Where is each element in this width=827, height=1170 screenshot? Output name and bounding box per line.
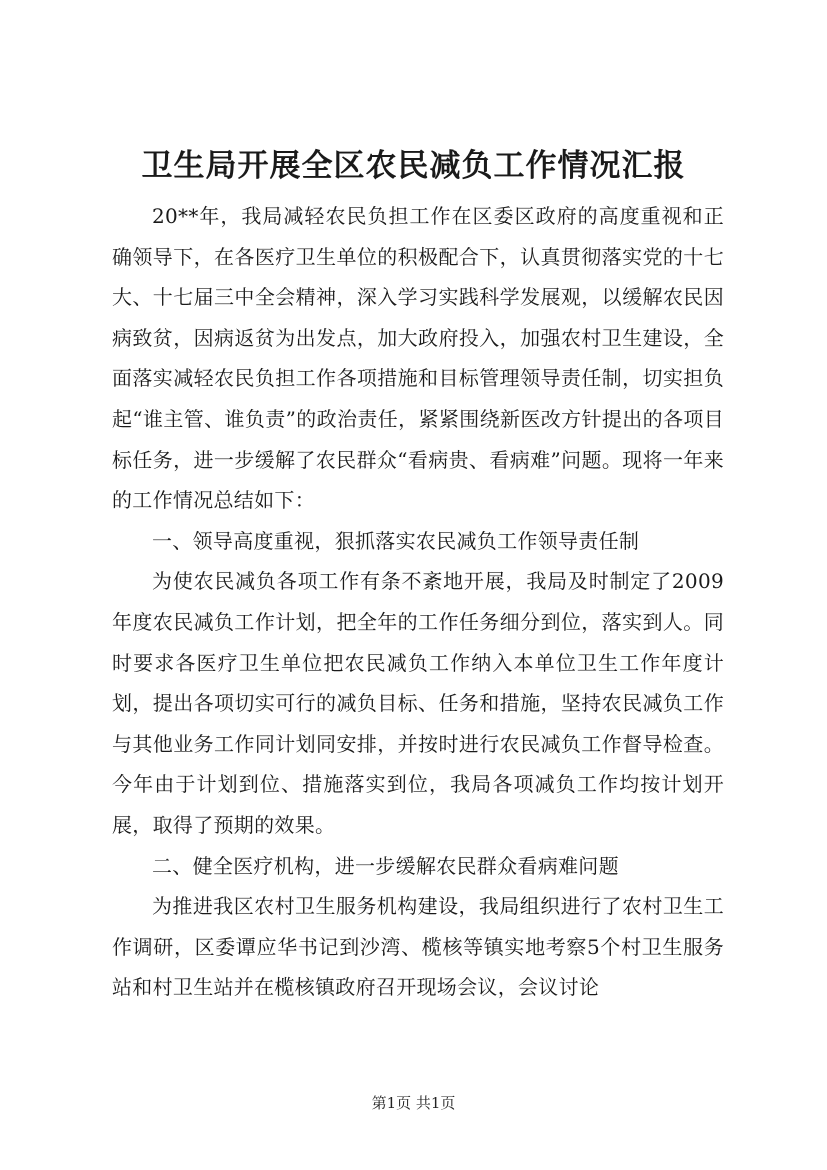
paragraph-intro: 20**年，我局减轻农民负担工作在区委区政府的高度重视和正确领导下，在各医疗卫生单位的积极配合下，认真贯彻落实党的十七大、十七届三中全会精神，深入学习实践科学发展观，以缓解农民因病致贫，因病返贫为出发点，加大政府投入，加强农村卫生建设，全面落实减轻农民负担工作各项措施和目标管理领导责任制，切实担负起“谁主管、谁负责”的政治责任，紧紧围绕新医改方针提出的各项目标任务，进一步缓解了农民群众“看病贵、看病难”问题。现将一年来的工作情况总结如下： [112, 204, 724, 513]
section-heading-2: 二、健全医疗机构，进一步缓解农民群众看病难问题 [152, 853, 619, 878]
document-body [112, 196, 724, 1008]
paragraph-section-2: 为推进我区农村卫生服务机构建设，我局组织进行了农村卫生工作调研，区委谭应华书记到沙湾、榄核等镇实地考察5个村卫生服务站和村卫生站并在榄核镇政府召开现场会议，会议讨论 [112, 894, 724, 1000]
section-heading-1: 一、领导高度重视，狠抓落实农民减负工作领导责任制 [152, 528, 640, 553]
paragraph-section-1: 为使农民减负各项工作有条不紊地开展，我局及时制定了2009年度农民减负工作计划，把全年的工作任务细分到位，落实到人。同时要求各医疗卫生单位把农民减负工作纳入本单位卫生工作年度计划，提出各项切实可行的减负目标、任务和措施，坚持农民减负工作与其他业务工作同计划同安排，并按时进行农民减负工作督导检查。今年由于计划到位、措施落实到位，我局各项减负工作均按计划开展，取得了预期的效果。 [112, 569, 724, 837]
page-number: 第1页 共1页 [371, 1094, 456, 1112]
document-title: 卫生局开展全区农民减负工作情况汇报 [141, 148, 686, 184]
